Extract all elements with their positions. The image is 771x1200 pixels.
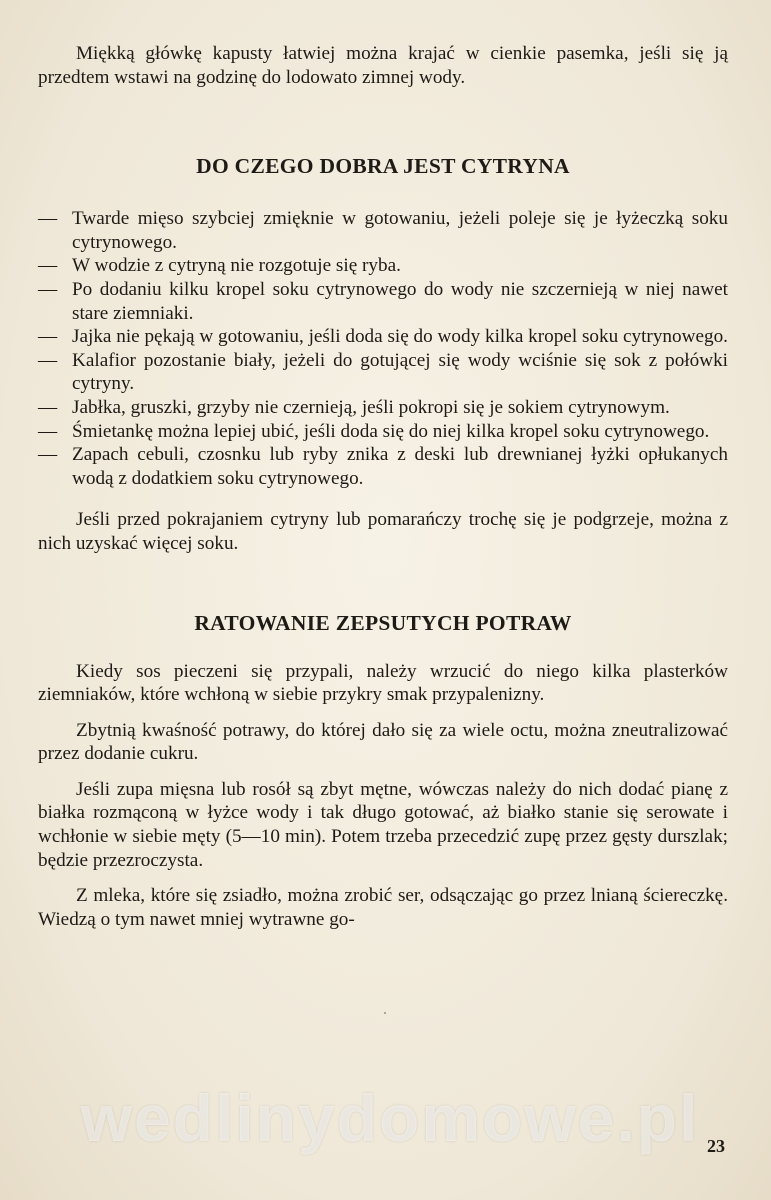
list-item-text: Zapach cebuli, czosnku lub ryby znika z deski lub drewnianej łyżki opłukanych wodą z dodatkiem soku cytrynowego. <box>72 444 728 489</box>
list-item-text: Jajka nie pękają w gotowaniu, jeśli doda się do wody kilka kropel soku cytrynowego. <box>72 326 728 348</box>
dash-bullet: — <box>38 208 58 230</box>
list-item <box>38 420 728 444</box>
rescue-paragraph: Kiedy sos pieczeni się przypali, należy wrzucić do niego kilka plasterków ziemniaków, które wchłoną w siebie przykry smak przypalenizny. <box>38 660 728 706</box>
list-item <box>38 325 728 349</box>
dash-bullet: — <box>38 255 58 277</box>
section-title-lemon: DO CZEGO DOBRA JEST CYTRYNA <box>196 154 570 179</box>
lemon-tips-list <box>38 207 728 490</box>
dash-bullet: — <box>38 396 58 418</box>
list-item-text: Śmietankę można lepiej ubić, jeśli doda się do niej kilka kropel soku cytrynowego. <box>72 420 710 442</box>
list-item <box>38 207 728 254</box>
list-item-text: Kalafior pozostanie biały, jeżeli do gotującej się wody wciśnie się sok z połówki cytryny. <box>72 349 728 395</box>
list-item <box>38 254 728 278</box>
dash-bullet: — <box>38 420 58 442</box>
list-item-text: Jabłka, gruszki, grzyby nie czernieją, jeśli pokropi się je sokiem cytrynowym. <box>72 396 670 418</box>
list-item-text: W wodzie z cytryną nie rozgotuje się ryba. <box>72 255 401 277</box>
intro-paragraph: Miękką główkę kapusty łatwiej można krajać w cienkie pasemka, jeśli się ją przedtem wstawi na godzinę do lodowato zimnej wody. <box>38 43 728 88</box>
list-item <box>38 278 728 325</box>
page-content <box>38 42 728 931</box>
lemon-closing-paragraph: Jeśli przed pokrajaniem cytryny lub pomarańczy trochę się je podgrzeje, można z nich uzyskać więcej soku. <box>38 509 728 554</box>
list-item-text: Twarde mięso szybciej zmięknie w gotowaniu, jeżeli poleje się je łyżeczką soku cytrynowego. <box>72 208 728 253</box>
paper-speck <box>384 1012 386 1014</box>
dash-bullet: — <box>38 349 58 371</box>
rescue-paragraph: Zbytnią kwaśność potrawy, do której dało się za wiele octu, można zneutralizować przez dodanie cukru. <box>38 719 728 765</box>
list-item-text: Po dodaniu kilku kropel soku cytrynowego do wody nie szczernieją w niej nawet stare ziemniaki. <box>72 278 728 324</box>
dash-bullet: — <box>38 278 58 300</box>
dash-bullet: — <box>38 326 58 348</box>
watermark: wedlinydomowe.pl <box>80 1081 700 1155</box>
list-item <box>38 349 728 396</box>
list-item <box>38 396 728 420</box>
section-title-rescue: RATOWANIE ZEPSUTYCH POTRAW <box>194 610 572 635</box>
dash-bullet: — <box>38 444 58 466</box>
rescue-paragraph: Jeśli zupa mięsna lub rosół są zbyt mętne, wówczas należy do nich dodać pianę z białka rozmąconą w łyżce wody i tak długo gotować, aż białko stanie się serowate i wchłonie w siebie męty (5—10 min). Potem trzeba przecedzić zupę przez gęsty durszlak; będzie przezroczysta. <box>38 778 728 871</box>
page-number: 23 <box>707 1136 725 1156</box>
list-item <box>38 443 728 490</box>
rescue-paragraph: Z mleka, które się zsiadło, można zrobić ser, odsączając go przez lnianą ściereczkę. Wiedzą o tym nawet mniej wytrawne go- <box>38 885 728 930</box>
